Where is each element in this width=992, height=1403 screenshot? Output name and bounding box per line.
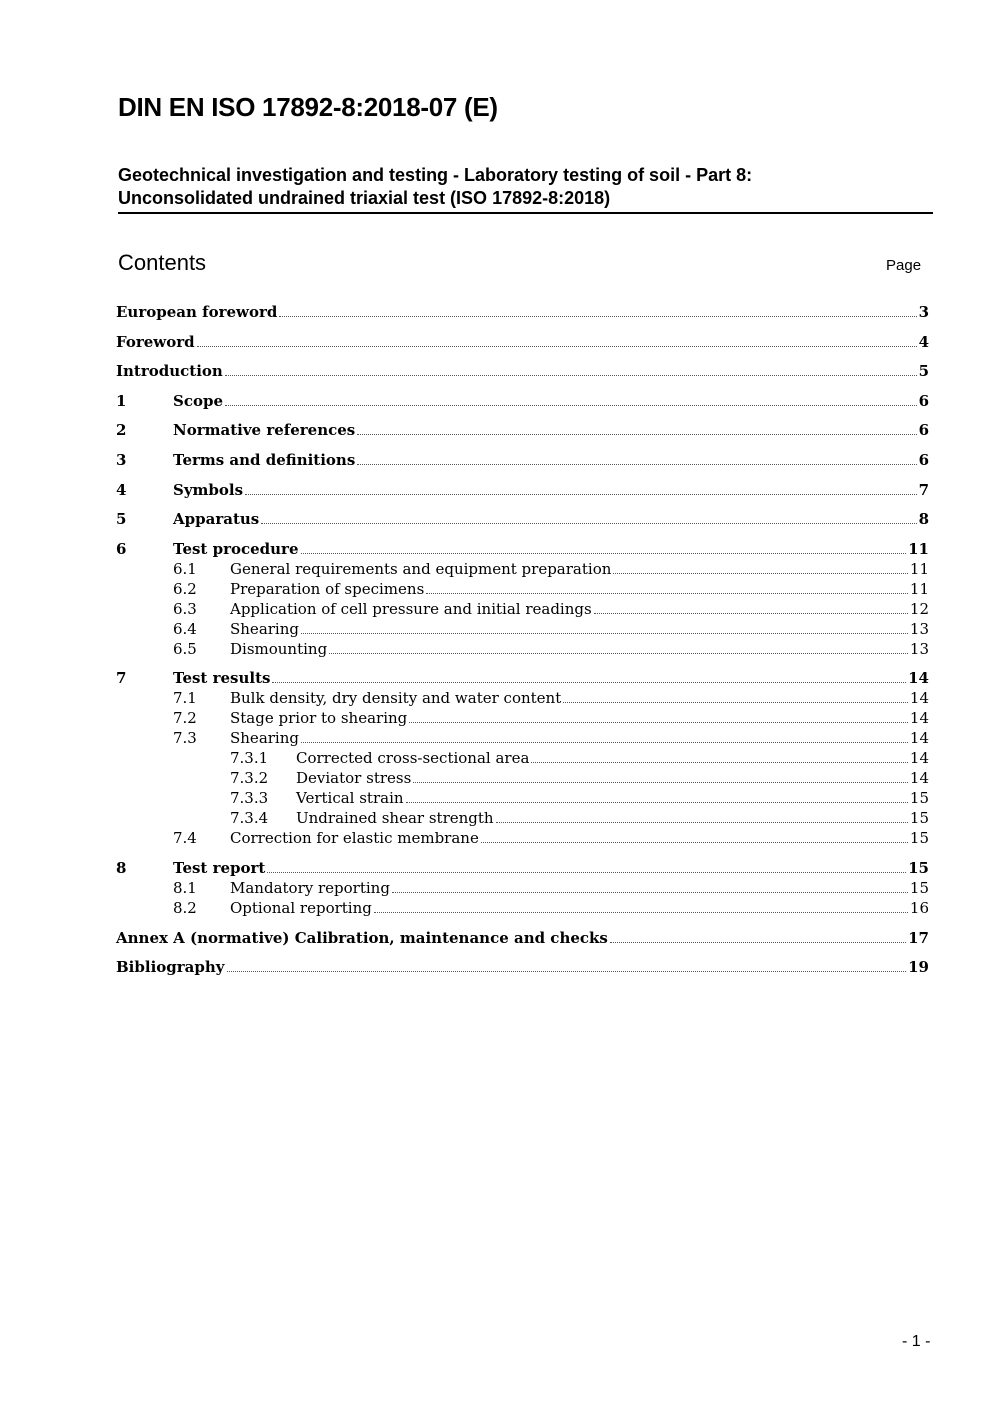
toc-number: 2	[116, 421, 127, 440]
toc-title: Test report	[173, 858, 266, 877]
toc-number: 4	[116, 480, 127, 499]
toc-entry-1[interactable]	[116, 391, 929, 411]
toc-number: 1	[116, 391, 127, 410]
toc-entry-7-3[interactable]	[116, 728, 929, 748]
toc-page: 3	[918, 303, 929, 321]
toc-entry-7-3-4[interactable]	[116, 808, 929, 828]
toc-title: Preparation of specimens	[230, 579, 425, 598]
toc-title: Vertical strain	[296, 789, 404, 808]
subtitle-line-1: Geotechnical investigation and testing - Laboratory testing of soil - Part 8:	[118, 165, 753, 185]
toc-number: 6.1	[173, 559, 197, 578]
document-id: DIN EN ISO 17892-8:2018-07 (E)	[118, 92, 498, 122]
toc-leader	[301, 552, 907, 554]
toc-page: 15	[909, 878, 929, 897]
toc-title: Stage prior to shearing	[230, 709, 408, 728]
toc-entry-annex-a[interactable]	[116, 928, 929, 948]
toc-entry-7-3-3[interactable]	[116, 788, 929, 808]
toc-page: 5	[918, 362, 929, 381]
toc-entry-7-1[interactable]	[116, 688, 929, 708]
toc-title: Introduction	[116, 362, 223, 381]
toc-entry-3[interactable]	[116, 450, 929, 470]
toc-title: Symbols	[173, 480, 244, 499]
toc-title: General requirements and equipment preparation	[230, 559, 612, 578]
toc-leader	[197, 345, 917, 347]
toc-page: 6	[918, 421, 929, 440]
toc-page: 8	[918, 510, 929, 529]
toc-leader	[594, 612, 908, 614]
toc-entry-8-1[interactable]	[116, 878, 929, 898]
toc-entry-6-2[interactable]	[116, 579, 929, 599]
table-of-contents	[116, 302, 929, 977]
toc-leader	[279, 315, 916, 317]
toc-leader	[613, 572, 908, 574]
toc-title: Dismounting	[230, 639, 328, 658]
toc-number: 3	[116, 450, 127, 469]
toc-leader	[227, 970, 907, 972]
toc-title: Deviator stress	[296, 769, 412, 788]
toc-leader	[413, 781, 908, 783]
toc-page: 6	[918, 391, 929, 410]
toc-entry-7[interactable]	[116, 668, 929, 688]
toc-page: 14	[909, 769, 929, 788]
toc-number: 6	[116, 539, 127, 558]
toc-number: 7.4	[173, 829, 197, 848]
toc-leader	[409, 721, 908, 723]
toc-leader	[261, 522, 916, 524]
toc-leader	[374, 911, 908, 913]
toc-title: Normative references	[173, 421, 356, 440]
toc-leader	[225, 404, 917, 406]
toc-entry-5[interactable]	[116, 509, 929, 529]
toc-page: 13	[909, 619, 929, 638]
toc-page: 15	[908, 858, 929, 877]
toc-page: 14	[909, 689, 929, 708]
toc-entry-6-4[interactable]	[116, 619, 929, 639]
toc-page: 11	[909, 579, 929, 598]
toc-number: 8.1	[173, 878, 197, 897]
toc-entry-6-3[interactable]	[116, 599, 929, 619]
toc-page: 14	[909, 749, 929, 768]
toc-title: Terms and definitions	[173, 450, 356, 469]
toc-leader	[496, 821, 908, 823]
toc-title: Foreword	[116, 332, 195, 351]
toc-entry-6-1[interactable]	[116, 559, 929, 579]
toc-number: 7.3.4	[230, 809, 269, 828]
toc-title: Shearing	[230, 729, 299, 748]
toc-entry-foreword[interactable]	[116, 332, 929, 352]
toc-entry-bibliography[interactable]	[116, 957, 929, 977]
toc-number: 6.4	[173, 619, 197, 638]
toc-leader	[245, 493, 917, 495]
toc-number: 7.3	[173, 729, 197, 748]
toc-title: Optional reporting	[230, 898, 372, 917]
toc-number: 7.3.1	[230, 749, 269, 768]
toc-leader	[225, 374, 917, 376]
toc-number: 7.3.3	[230, 789, 269, 808]
toc-number: 6.2	[173, 579, 197, 598]
toc-entry-6-5[interactable]	[116, 639, 929, 659]
toc-title: Scope	[173, 391, 224, 410]
toc-page: 19	[908, 958, 929, 977]
toc-number: 7.3.2	[230, 769, 269, 788]
toc-leader	[267, 871, 906, 873]
toc-title: Undrained shear strength	[296, 809, 494, 828]
toc-title: Shearing	[230, 619, 299, 638]
toc-number: 7	[116, 669, 127, 688]
toc-leader	[357, 433, 916, 435]
toc-title: Annex A (normative) Calibration, maintenance and checks	[116, 928, 608, 947]
toc-leader	[272, 681, 906, 683]
toc-page: 17	[908, 928, 929, 947]
toc-number: 7.1	[173, 689, 197, 708]
toc-entry-7-4[interactable]	[116, 828, 929, 848]
toc-page: 15	[909, 809, 929, 828]
toc-leader	[329, 652, 908, 654]
toc-page: 11	[909, 559, 929, 578]
toc-page: 6	[918, 450, 929, 469]
toc-number: 8	[116, 858, 127, 877]
toc-leader	[357, 463, 916, 465]
toc-page: 14	[908, 669, 929, 688]
toc-leader	[481, 841, 908, 843]
toc-number: 7.2	[173, 709, 197, 728]
toc-page: 15	[909, 789, 929, 808]
toc-leader	[301, 741, 908, 743]
toc-page: 16	[909, 898, 929, 917]
page-number: - 1 -	[902, 1333, 931, 1350]
toc-page: 12	[909, 599, 929, 618]
toc-leader	[301, 632, 908, 634]
toc-title: Correction for elastic membrane	[230, 829, 479, 848]
toc-leader	[426, 592, 908, 594]
document-subtitle	[118, 164, 933, 214]
toc-number: 6.3	[173, 599, 197, 618]
toc-page: 13	[909, 639, 929, 658]
toc-entry-7-3-2[interactable]	[116, 768, 929, 788]
toc-page: 11	[908, 539, 929, 558]
toc-page: 14	[909, 709, 929, 728]
toc-number: 6.5	[173, 639, 197, 658]
toc-entry-7-2[interactable]	[116, 708, 929, 728]
subtitle-line-2: Unconsolidated undrained triaxial test (ISO 17892-8:2018)	[118, 188, 611, 208]
toc-page: 7	[918, 480, 929, 499]
toc-title: Mandatory reporting	[230, 878, 390, 897]
toc-leader	[392, 891, 908, 893]
toc-title: Bulk density, dry density and water content	[230, 689, 562, 708]
toc-leader	[563, 701, 908, 703]
toc-title: Application of cell pressure and initial readings	[230, 599, 592, 618]
toc-entry-4[interactable]	[116, 480, 929, 500]
toc-number: 5	[116, 510, 127, 529]
toc-page: 15	[909, 829, 929, 848]
toc-page: 14	[909, 729, 929, 748]
toc-title: Test results	[173, 669, 271, 688]
toc-title: Bibliography	[116, 958, 225, 977]
toc-entry-2[interactable]	[116, 420, 929, 440]
toc-leader	[406, 801, 908, 803]
contents-heading: Contents	[118, 250, 207, 275]
toc-entry-european-foreword[interactable]	[116, 302, 929, 322]
toc-title: Apparatus	[173, 510, 260, 529]
toc-title: Corrected cross-sectional area	[296, 749, 530, 768]
toc-title: European foreword	[116, 303, 278, 321]
toc-leader	[531, 761, 908, 763]
toc-number: 8.2	[173, 898, 197, 917]
toc-entry-8[interactable]	[116, 858, 929, 878]
toc-entry-introduction[interactable]	[116, 361, 929, 381]
toc-entry-7-3-1[interactable]	[116, 748, 929, 768]
toc-page: 4	[918, 332, 929, 351]
page-column-heading: Page	[886, 257, 922, 274]
toc-leader	[610, 941, 906, 943]
toc-entry-6[interactable]	[116, 539, 929, 559]
toc-title: Test procedure	[173, 539, 299, 558]
toc-entry-8-2[interactable]	[116, 898, 929, 918]
